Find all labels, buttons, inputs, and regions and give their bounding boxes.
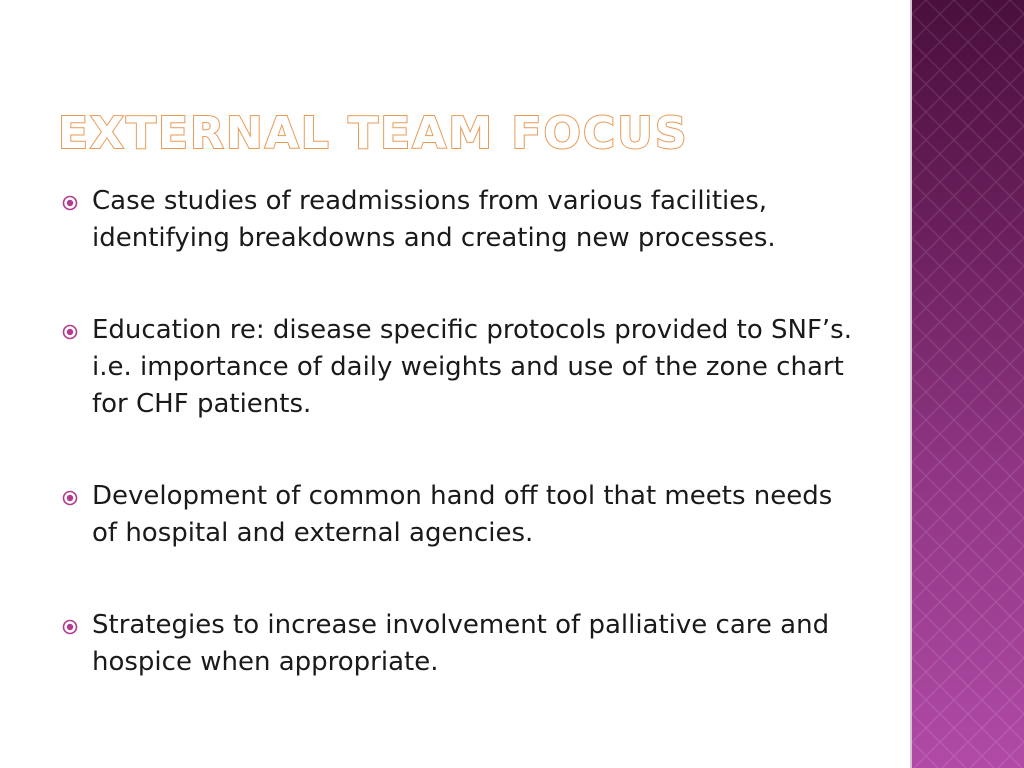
diamond-pattern — [912, 0, 1024, 768]
bullet-item — [60, 312, 860, 423]
radio-bullet-icon — [62, 490, 78, 506]
slide-title: EXTERNAL TEAM FOCUS — [58, 108, 689, 159]
radio-bullet-icon — [62, 619, 78, 635]
bullet-list — [60, 183, 860, 736]
bullet-text: Education re: disease specific protocols provided to SNF’s. i.e. importance of daily weights and use of the zone chart for CHF patients. — [92, 315, 852, 419]
decorative-side-band — [912, 0, 1024, 768]
bullet-text: Strategies to increase involvement of palliative care and hospice when appropriate. — [92, 610, 830, 677]
bullet-item — [60, 478, 860, 552]
bullet-item — [60, 183, 860, 257]
bullet-text: Case studies of readmissions from various facilities, identifying breakdowns and creating new processes. — [92, 186, 776, 253]
bullet-item — [60, 607, 860, 681]
bullet-text: Development of common hand off tool that meets needs of hospital and external agencies. — [92, 481, 833, 548]
radio-bullet-icon — [62, 324, 78, 340]
radio-bullet-icon — [62, 195, 78, 211]
